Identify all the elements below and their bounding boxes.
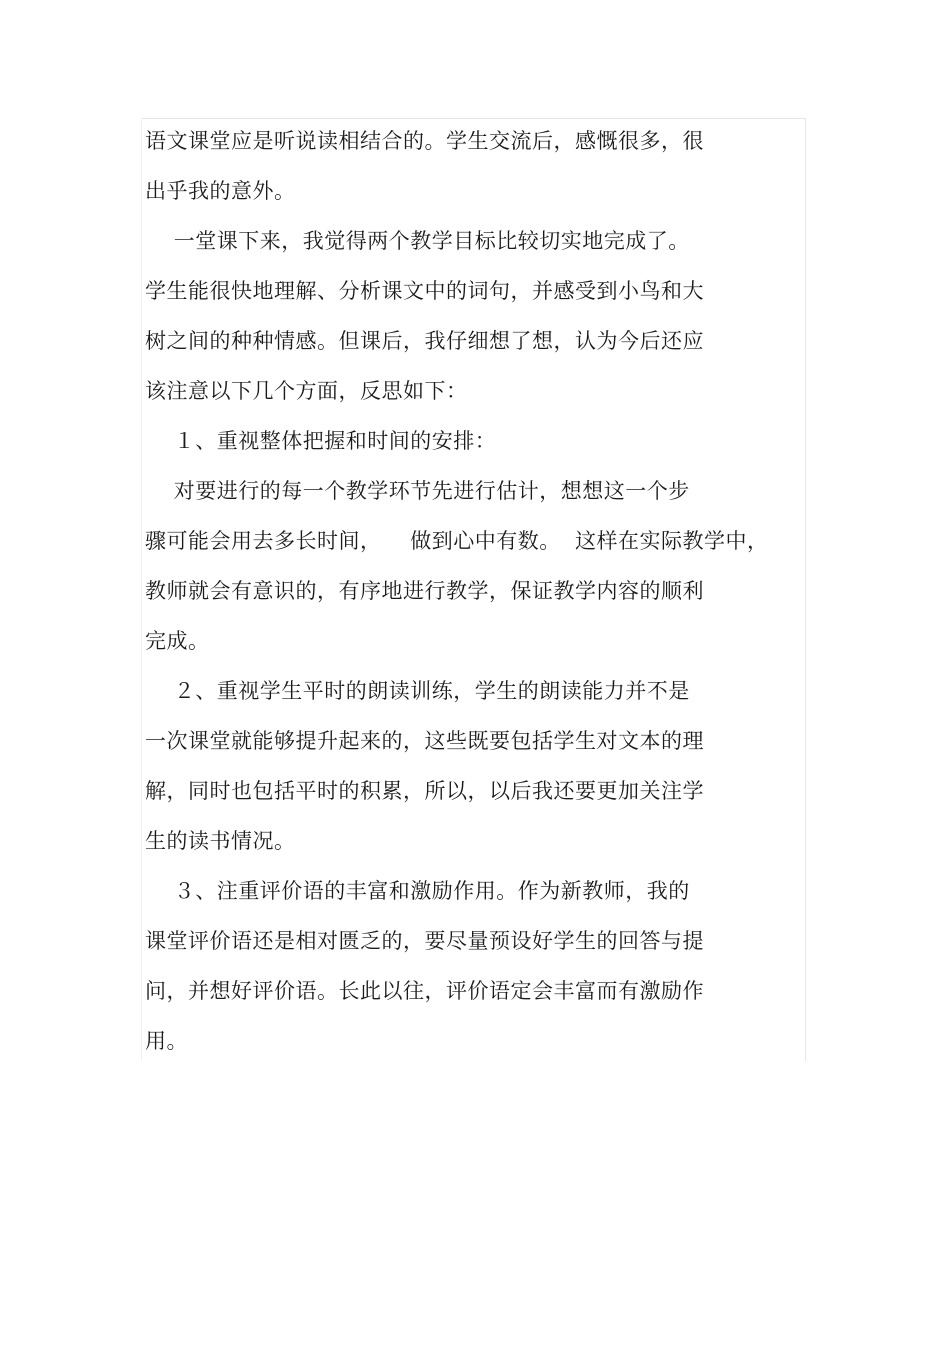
text-line: 完成。 (145, 629, 210, 653)
text-line: 对要进行的每一个教学环节先进行估计，想想这一个步 (145, 479, 690, 503)
section-heading: １、重视整体把握和时间的安排： (145, 429, 497, 453)
text-line: 骤可能会用去多长时间， 做到心中有数。 这样在实际教学中， (145, 529, 769, 553)
text-line: 课堂评价语还是相对匮乏的，要尽量预设好学生的回答与提 (145, 929, 704, 953)
text-line: 出乎我的意外。 (145, 179, 296, 203)
text-line: 一次课堂就能够提升起来的，这些既要包括学生对文本的理 (145, 729, 704, 753)
text-line: 问，并想好评价语。长此以往，评价语定会丰富而有激励作 (145, 979, 704, 1003)
text-line: 一堂课下来，我觉得两个教学目标比较切实地完成了。 (145, 229, 690, 253)
section-heading: ３、注重评价语的丰富和激励作用。作为新教师，我的 (145, 879, 690, 903)
text-line: 语文课堂应是听说读相结合的。学生交流后，感慨很多，很 (145, 129, 704, 153)
text-line: 解，同时也包括平时的积累，所以，以后我还要更加关注学 (145, 779, 704, 803)
text-line: 教师就会有意识的，有序地进行教学，保证教学内容的顺利 (145, 579, 704, 603)
text-line: 用。 (145, 1029, 188, 1053)
text-line: 树之间的种种情感。但课后，我仔细想了想，认为今后还应 (145, 329, 704, 353)
section-heading: ２、重视学生平时的朗读训练，学生的朗读能力并不是 (145, 679, 690, 703)
text-line: 该注意以下几个方面，反思如下： (145, 379, 468, 403)
text-line: 学生能很快地理解、分析课文中的词句，并感受到小鸟和大 (145, 279, 704, 303)
text-line: 生的读书情况。 (145, 829, 296, 853)
